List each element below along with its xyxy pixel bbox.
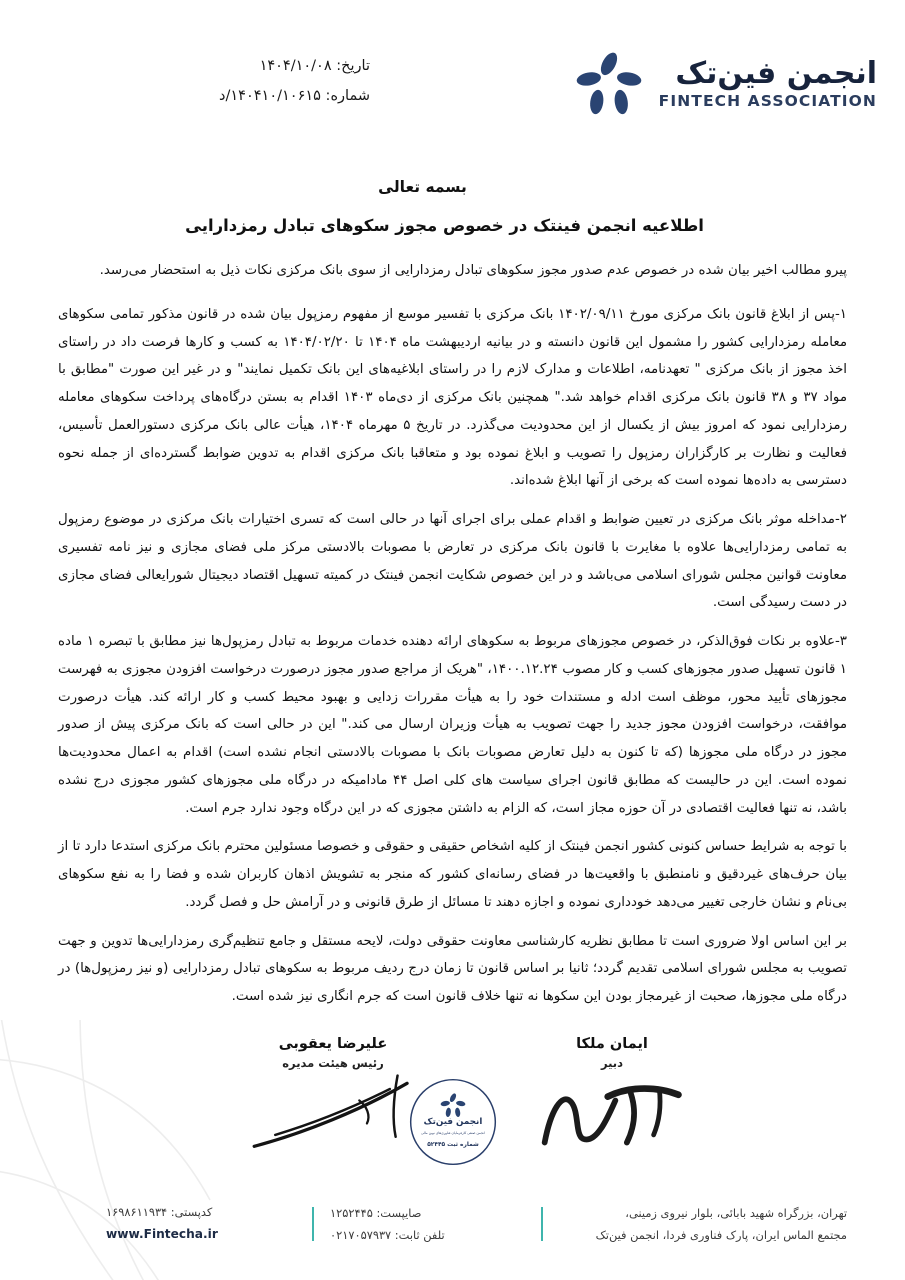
association-logo — [573, 48, 877, 120]
footer-divider-1 — [541, 1207, 543, 1241]
footer-contact — [314, 1202, 541, 1246]
stamp-registration: شماره ثبت ۵۲۴۴۵ — [426, 1141, 479, 1148]
footer-saapost: صایپست: ۱۲۵۲۴۴۵ — [330, 1205, 422, 1220]
lead-paragraph: پیرو مطالب اخیر بیان شده در خصوص عدم صدور مجوز سکوهای تبادل رمزدارایی از سوی بانک مرکزی نکات ذیل به استحضار می‌رسد. — [99, 263, 847, 278]
signatory-secretary — [507, 1036, 717, 1158]
header-number: شماره: ۱۴۰۴۱۰/۱۰۶۱۵/د — [219, 87, 370, 104]
header-date: تاریخ: ۱۴۰۴/۱۰/۰۸ — [259, 58, 370, 74]
footer-website-link[interactable]: www.Fintecha.ir — [106, 1227, 218, 1242]
brand-name-fa: انجمن فین‌تک — [675, 56, 877, 92]
page-title: اطلاعیه انجمن فینتک در خصوص مجوز سکوهای تبادل رمزدارایی — [185, 216, 704, 235]
handwritten-signature-chairman — [237, 1068, 428, 1154]
paragraph-3: ۳-علاوه بر نکات فوق‌الذکر، در خصوص مجوزهای مربوط به سکوهای ارائه دهنده خدمات مربوط به تبادل رمزپول‌ها نیز مطابق با تبصره ۱ ماده ۱ قانون تسهیل صدور مجوزهای کسب و کار مصوب ۱۴۰۰.۱۲.۲۴، "هریک از مراجع صدور مجوز درصورت درخواست افزودن مجوزی به فهرست مجوزهای تأیید محور، موظف است ادله و مستندات خود را به هیأت مقررات زدایی و بهبود محیط کسب و کار ارائه کند. هیأت درصورت موافقت، درخواست افزودن مجوز جدید را جهت تصویب به هیأت وزیران ارسال می کند." این در حالی است که بانک مرکزی پیش از صدور مجوز در درگاه ملی مجوزها (که تا کنون به دلیل تعارض مصوبات بانک با مصوبات بالادستی انجام نشده است) اقدام به اعمال محدودیت‌ها نموده است. این در حالیست که مطابق قانون اجرای سیاست های کلی اصل ۴۴ مادامیکه در درگاه ملی مجوزهای کشور مجوزی درج نشده باشد، نه تنها فعالیت اقتصادی در آن حوزه مجاز است، که الزام به داشتن مجوزی که در این درگاه وجود ندارد جرم است. — [58, 634, 847, 816]
footer-address — [543, 1202, 847, 1246]
paragraph-2: ۲-مداخله موثر بانک مرکزی در تعیین ضوابط و اقدام عملی برای اجرای آنها در حالی است که تسری اختیارات بانک مرکزی در موضوع رمزپول به تمامی رمزدارایی‌ها علاوه با مغایرت با قانون بانک مرکزی در تعارض با مصوبات بالادستی مرکز ملی فضای مجازی و نیز نامه تفسیری معاونت قوانین مجلس شورای اسلامی می‌باشد و در این خصوص شکایت انجمن فینتک در کمیته تسهیل اقتصاد دیجیتال شورایعالی فضای مجازی در دست رسیدگی است. — [58, 512, 847, 611]
paragraph-4: با توجه به شرایط حساس کنونی کشور انجمن فینتک از کلیه اشخاص حقیقی و حقوقی و خصوصا مسئولین محترم بانک مرکزی استدعا دارد تا از بیان حرف‌های غیردقیق و نامنطبق با واقعیت‌ها در فضای رسانه‌ای کشور که منجر به تشویش اذهان کاربران شده و فضا را به نفع سکوهای بی‌نام و نشان خارجی تغییر می‌دهد خودداری نموده و اجازه دهند تا مسائل از طرق قانونی و در آرامش حل و فصل گردد. — [58, 839, 847, 910]
document-body — [58, 178, 847, 1022]
handwritten-signature-secretary — [516, 1068, 707, 1154]
header-meta — [0, 52, 370, 111]
official-stamp — [407, 1076, 499, 1168]
brand-text — [659, 57, 877, 110]
brand-name-en: FINTECH ASSOCIATION — [658, 92, 877, 111]
footer-address-line1: تهران، بزرگراه شهید بابائی، بلوار نیروی زمینی، — [625, 1205, 847, 1220]
footer-postal-code: کدپستی: ۱۶۹۸۶۱۱۹۳۴ — [106, 1204, 213, 1219]
footer-postal-web — [90, 1201, 312, 1247]
paragraph-1: ۱-پس از ابلاغ قانون بانک مرکزی مورخ ۱۴۰۲/۰۹/۱۱ بانک مرکزی با تفسیر موسع از مفهوم رمزپول بیان شده در قانون مذکور تمامی سکوهای معامله رمزدارایی کشور را مشمول این قانون دانسته و در بیانیه اردیبهشت ماه ۱۴۰۴ تا ۱۴۰۴/۰۲/۲۰ به کسب و کارها فرصت داد در راستای اخذ مجوز از بانک مرکزی " تعهدنامه، اطلاعات و مدارک لازم را در راستای ابلاغیه‌های این بانک تکمیل نمایند" و در غیر این صورت "مطابق با مواد ۳۷ و ۳۸ قانون بانک مرکزی اقدام خواهد شد." همچنین بانک مرکزی از دی‌ماه ۱۴۰۳ اقدام به بستن درگاه‌های پرداخت سکوهای معامله رمزدارایی نمود که امروز بیش از یکسال از این محدودیت می‌گذرد. در تاریخ ۵ مهرماه ۱۴۰۴، هیأت عالی بانک مرکزی دستورالعمل تأسیس، فعالیت و نظارت بر کارگزاران رمزپول را تصویب و ابلاغ نموده بود و متعاقبا بانک مرکزی اقدام به تدوین ضوابط گسترده‌ای از جمله نحوه دسترسی به داده‌ها نموده است که برخی از آنها ابلاغ شده‌اند. — [58, 306, 848, 489]
signatory-secretary-title: دبیر — [600, 1056, 624, 1070]
signatory-chairman-name: علیرضا یعقوبی — [278, 1036, 388, 1052]
paragraph-5: بر این اساس اولا ضروری است تا مطابق نظریه کارشناسی معاونت حقوقی دولت، لایحه مستقل و جامع تنظیم‌گری رمزدارایی‌ها تدوین و جهت تصویب به مجلس شورای اسلامی تقدیم گردد؛ ثانیا بر اساس قانون تا زمان درج ردیف مربوط به سکوهای تبادل رمزدارایی (و نیز رمزپول‌ها) در درگاه ملی مجوزها، صحبت از غیرمجاز بودن این سکوها نه تنها خلاف قانون است که جرم انگاری نیز شده است. — [58, 933, 847, 1004]
document-footer — [58, 1192, 847, 1256]
footer-phone: تلفن ثابت: ۰۲۱۷۰۵۷۹۳۷ — [330, 1228, 445, 1242]
signatory-secretary-name: ایمان ملکا — [576, 1036, 648, 1052]
signature-block — [58, 1036, 847, 1206]
stamp-title: انجمن فین‌تک — [423, 1116, 482, 1127]
document-header — [0, 52, 905, 152]
fintech-logo-icon — [573, 48, 645, 120]
basmala: بسمه تعالی — [378, 178, 467, 196]
footer-divider-2 — [312, 1207, 314, 1241]
stamp-subtitle: انجمن صنفی کارفرمایان فناوری‌های نوین مالی — [420, 1130, 485, 1135]
footer-address-line2: مجتمع الماس ایران، پارک فناوری فردا، انجمن فین‌تک — [595, 1228, 847, 1242]
signatory-chairman-title: رئیس هیئت مدیره — [282, 1056, 384, 1070]
